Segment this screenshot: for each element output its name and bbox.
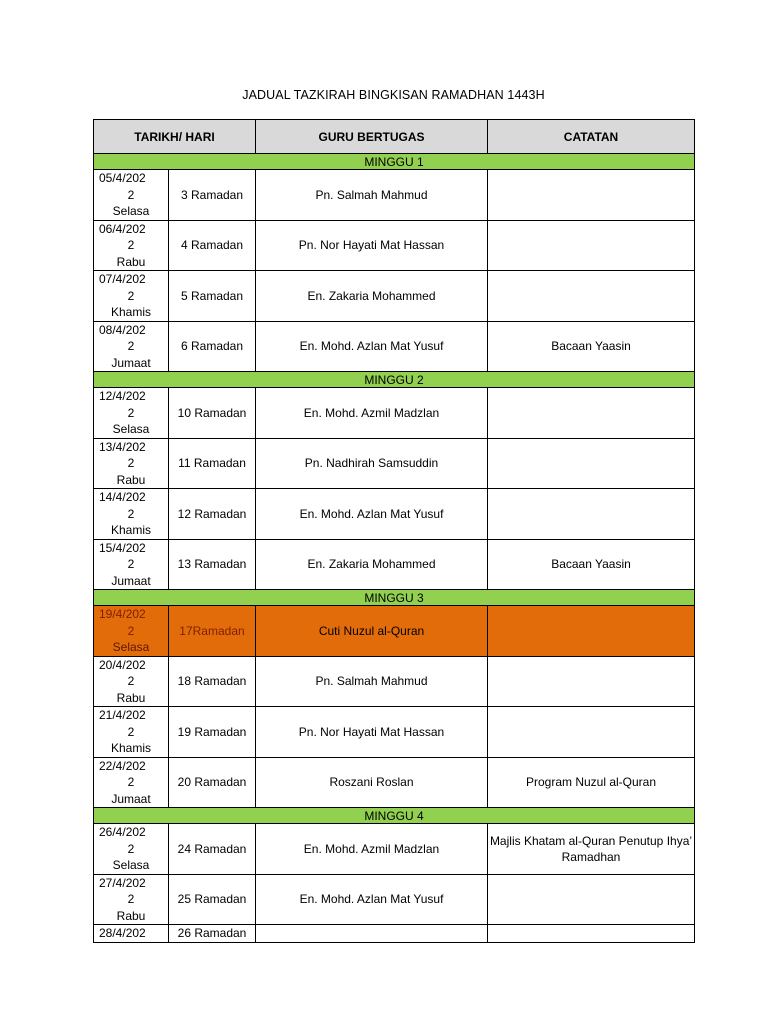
day-name: Selasa xyxy=(112,204,150,218)
ramadan-day-cell: 20 Ramadan xyxy=(169,757,256,808)
week-row xyxy=(94,154,695,170)
ramadan-day-cell: 25 Ramadan xyxy=(169,874,256,925)
catatan-cell xyxy=(488,707,695,758)
table-header-row xyxy=(94,120,695,154)
table-row xyxy=(94,707,695,758)
table-row xyxy=(94,438,695,489)
table-row xyxy=(94,874,695,925)
date-cell xyxy=(94,757,169,808)
table-row xyxy=(94,925,695,943)
catatan-cell xyxy=(488,220,695,271)
date-text: 26/4/202 xyxy=(99,825,146,839)
catatan-cell xyxy=(488,925,695,943)
date-text: 14/4/202 xyxy=(99,490,146,504)
date-year-suffix: 2 xyxy=(127,724,135,739)
date-text: 22/4/202 xyxy=(99,758,146,773)
day-name: Selasa xyxy=(112,858,150,872)
guru-cell: Pn. Nor Hayati Mat Hassan xyxy=(256,220,488,271)
table-row xyxy=(94,606,695,657)
guru-cell: Roszani Roslan xyxy=(256,757,488,808)
day-name: Selasa xyxy=(112,422,150,436)
week-label: MINGGU 2 xyxy=(94,372,695,388)
ramadan-day-cell: 18 Ramadan xyxy=(169,656,256,707)
schedule-table xyxy=(93,119,695,943)
guru-cell: Pn. Salmah Mahmud xyxy=(256,656,488,707)
table-row xyxy=(94,220,695,271)
week-label: MINGGU 3 xyxy=(94,590,695,606)
ramadan-day-cell: 10 Ramadan xyxy=(169,388,256,439)
date-year-suffix: 2 xyxy=(127,892,135,906)
document-title: JADUAL TAZKIRAH BINGKISAN RAMADHAN 1443H xyxy=(242,88,545,102)
day-name: Jumaat xyxy=(111,791,151,806)
table-row xyxy=(94,656,695,707)
date-cell xyxy=(94,220,169,271)
day-name: Khamis xyxy=(110,305,151,319)
date-year-suffix: 2 xyxy=(127,288,135,303)
date-text: 12/4/202 xyxy=(99,389,146,403)
date-cell xyxy=(94,170,169,221)
ramadan-day-cell: 13 Ramadan xyxy=(169,539,256,590)
catatan-cell xyxy=(488,874,695,925)
date-year-suffix: 2 xyxy=(127,339,135,353)
date-text: 19/4/202 xyxy=(99,607,146,621)
guru-cell xyxy=(256,925,488,943)
table-row xyxy=(94,321,695,372)
day-name: Khamis xyxy=(110,741,151,755)
ramadan-day-cell: 3 Ramadan xyxy=(169,170,256,221)
week-row xyxy=(94,808,695,824)
date-cell xyxy=(94,271,169,322)
date-cell xyxy=(94,824,169,875)
date-text: 28/4/202 xyxy=(99,926,146,940)
date-cell xyxy=(94,925,169,943)
date-cell xyxy=(94,707,169,758)
date-cell xyxy=(94,874,169,925)
date-text: 20/4/202 xyxy=(99,657,146,672)
date-cell xyxy=(94,438,169,489)
ramadan-day-cell: 19 Ramadan xyxy=(169,707,256,758)
ramadan-day-cell: 6 Ramadan xyxy=(169,321,256,372)
header-tarikh-hari: TARIKH/ HARI xyxy=(94,120,256,154)
day-name: Rabu xyxy=(116,690,146,705)
ramadan-day-cell: 12 Ramadan xyxy=(169,489,256,540)
guru-cell: Pn. Salmah Mahmud xyxy=(256,170,488,221)
week-label: MINGGU 1 xyxy=(94,154,695,170)
catatan-cell: Bacaan Yaasin xyxy=(488,539,695,590)
date-year-suffix: 2 xyxy=(127,506,135,521)
day-name: Khamis xyxy=(110,523,151,537)
day-name: Rabu xyxy=(116,254,146,269)
table-row xyxy=(94,824,695,875)
table-row xyxy=(94,271,695,322)
date-year-suffix: 2 xyxy=(127,405,135,420)
guru-cell: En. Mohd. Azmil Madzlan xyxy=(256,824,488,875)
date-cell xyxy=(94,489,169,540)
catatan-cell xyxy=(488,606,695,657)
date-year-suffix: 2 xyxy=(127,238,135,252)
catatan-cell xyxy=(488,489,695,540)
date-text: 27/4/202 xyxy=(99,875,146,890)
date-cell xyxy=(94,388,169,439)
ramadan-day-cell: 4 Ramadan xyxy=(169,220,256,271)
date-year-suffix: 2 xyxy=(127,456,135,470)
day-name: Rabu xyxy=(116,908,146,923)
date-text: 05/4/202 xyxy=(99,171,146,185)
week-row xyxy=(94,372,695,388)
catatan-cell xyxy=(488,388,695,439)
ramadan-day-cell: 17Ramadan xyxy=(169,606,256,657)
header-guru-bertugas: GURU BERTUGAS xyxy=(256,120,488,154)
ramadan-day-cell: 11 Ramadan xyxy=(169,438,256,489)
ramadan-day-cell: 5 Ramadan xyxy=(169,271,256,322)
date-year-suffix: 2 xyxy=(127,775,135,789)
ramadan-day-cell: 24 Ramadan xyxy=(169,824,256,875)
week-row xyxy=(94,590,695,606)
catatan-cell xyxy=(488,656,695,707)
date-cell xyxy=(94,656,169,707)
guru-cell: En. Mohd. Azlan Mat Yusuf xyxy=(256,874,488,925)
date-text: 06/4/202 xyxy=(99,221,146,236)
guru-cell: Pn. Nor Hayati Mat Hassan xyxy=(256,707,488,758)
guru-cell: Cuti Nuzul al-Quran xyxy=(256,606,488,657)
guru-cell: En. Zakaria Mohammed xyxy=(256,539,488,590)
table-row xyxy=(94,388,695,439)
catatan-cell: Program Nuzul al-Quran xyxy=(488,757,695,808)
guru-cell: En. Mohd. Azmil Madzlan xyxy=(256,388,488,439)
guru-cell: En. Mohd. Azlan Mat Yusuf xyxy=(256,321,488,372)
date-year-suffix: 2 xyxy=(127,187,135,202)
catatan-cell: Bacaan Yaasin xyxy=(488,321,695,372)
table-row xyxy=(94,170,695,221)
date-text: 13/4/202 xyxy=(99,439,146,454)
guru-cell: En. Zakaria Mohammed xyxy=(256,271,488,322)
date-cell xyxy=(94,321,169,372)
table-row xyxy=(94,757,695,808)
schedule-body xyxy=(94,154,695,943)
guru-cell: Pn. Nadhirah Samsuddin xyxy=(256,438,488,489)
day-name: Jumaat xyxy=(111,573,151,588)
date-text: 08/4/202 xyxy=(99,322,146,337)
date-cell xyxy=(94,539,169,590)
date-year-suffix: 2 xyxy=(127,557,135,571)
catatan-cell: Majlis Khatam al-Quran Penutup Ihya’ Ramadhan xyxy=(488,824,695,875)
date-year-suffix: 2 xyxy=(127,674,135,688)
table-row xyxy=(94,539,695,590)
header-catatan: CATATAN xyxy=(488,120,695,154)
date-text: 07/4/202 xyxy=(99,272,146,286)
day-name: Jumaat xyxy=(111,355,151,370)
day-name: Rabu xyxy=(116,472,146,487)
ramadan-day-cell: 26 Ramadan xyxy=(169,925,256,943)
day-name: Selasa xyxy=(112,640,150,654)
catatan-cell xyxy=(488,438,695,489)
catatan-cell xyxy=(488,170,695,221)
date-year-suffix: 2 xyxy=(127,841,135,856)
guru-cell: En. Mohd. Azlan Mat Yusuf xyxy=(256,489,488,540)
date-text: 15/4/202 xyxy=(99,540,146,555)
date-cell xyxy=(94,606,169,657)
catatan-cell xyxy=(488,271,695,322)
date-year-suffix: 2 xyxy=(127,623,135,638)
week-label: MINGGU 4 xyxy=(94,808,695,824)
table-row xyxy=(94,489,695,540)
date-text: 21/4/202 xyxy=(99,708,146,722)
